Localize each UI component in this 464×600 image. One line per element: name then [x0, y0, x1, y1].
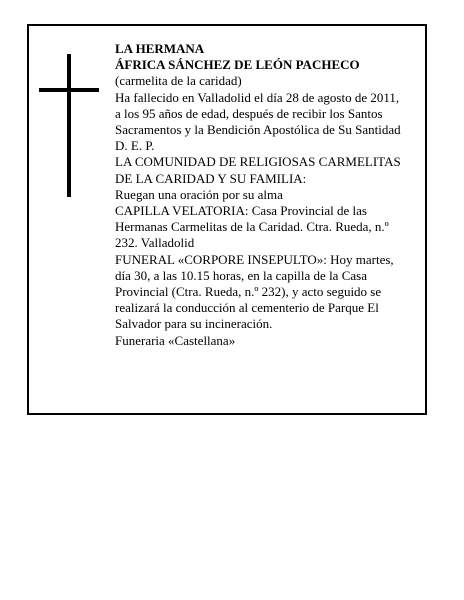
notice-heading: LA HERMANA	[115, 41, 205, 56]
notice-line: Sacramentos y la Bendición Apostólica de Su Santidad	[115, 122, 401, 138]
notice-text	[115, 41, 425, 349]
notice-line: CAPILLA VELATORIA: Casa Provincial de las	[115, 203, 367, 219]
notice-line: FUNERAL «CORPORE INSEPULTO»: Hoy martes,	[115, 251, 394, 267]
notice-line: Ha fallecido en Valladolid el día 28 de agosto de 2011,	[115, 89, 400, 105]
notice-line: Salvador para su incineración.	[115, 316, 273, 332]
notice-line: día 30, a las 10.15 horas, en la capilla de la Casa	[115, 267, 367, 283]
notice-line: realizará la conducción al cementerio de Parque El	[115, 300, 379, 316]
notice-line: (carmelita de la caridad)	[115, 73, 242, 89]
notice-line: D. E. P.	[115, 138, 155, 154]
notice-line: Hermanas Carmelitas de la Caridad. Ctra. Rueda, n.º	[115, 219, 389, 235]
cross-vertical-bar	[67, 54, 71, 197]
death-notice	[27, 24, 427, 415]
notice-line: a los 95 años de edad, después de recibir los Santos	[115, 105, 383, 121]
cross-horizontal-bar	[39, 88, 99, 92]
notice-line: Provincial (Ctra. Rueda, n.º 232), y acto seguido se	[115, 284, 382, 300]
notice-line: Ruegan una oración por su alma	[115, 186, 283, 202]
deceased-name: ÁFRICA SÁNCHEZ DE LEÓN PACHECO	[115, 57, 360, 73]
notice-line: Funeraria «Castellana»	[115, 332, 236, 348]
notice-line: DE LA CARIDAD Y SU FAMILIA:	[115, 170, 307, 186]
notice-line: LA COMUNIDAD DE RELIGIOSAS CARMELITAS	[115, 154, 401, 170]
notice-line: 232. Valladolid	[115, 235, 195, 251]
